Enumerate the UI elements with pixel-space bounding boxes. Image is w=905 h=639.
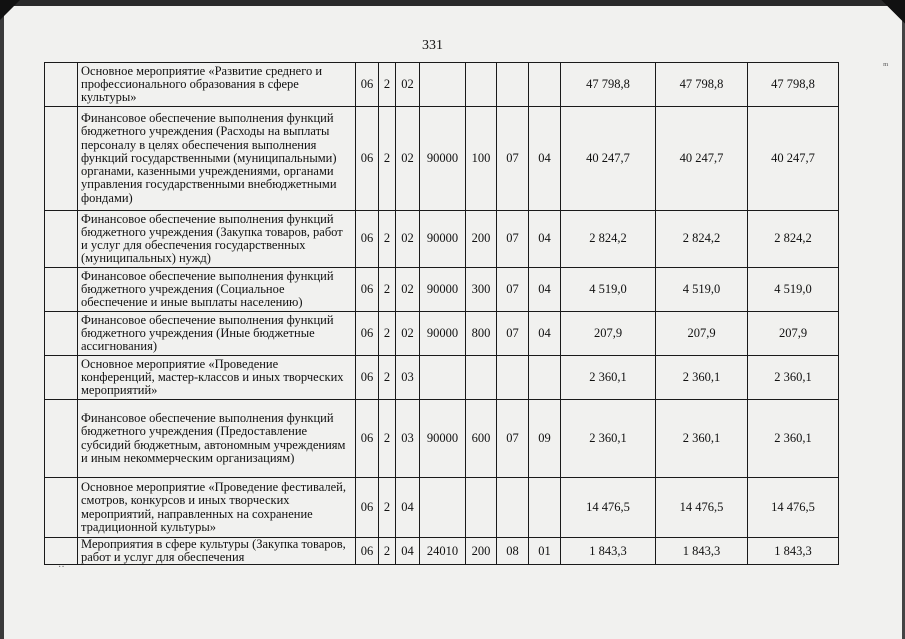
code-expense-type-cell [466, 63, 497, 107]
code-expense-type-cell: 200 [466, 538, 497, 565]
code-subprogram-cell: 2 [379, 538, 396, 565]
code-gp-cell: 06 [356, 356, 379, 400]
code-direction-cell: 90000 [420, 268, 466, 312]
scan-corner-shadow [0, 0, 22, 22]
row-number-cell [45, 478, 78, 538]
item-name-cell: Основное мероприятие «Проведение конференций, мастер-классов и иных творческих мероприятий» [78, 356, 356, 400]
code-section-cell: 07 [497, 211, 529, 268]
code-section-cell [497, 63, 529, 107]
code-gp-cell: 06 [356, 107, 379, 211]
item-name-cell: Финансовое обеспечение выполнения функций бюджетного учреждения (Закупка товаров, работ и услуг для обеспечения государственных (муниципальных) нужд) [78, 211, 356, 268]
code-direction-cell: 90000 [420, 400, 466, 478]
amount-year-2-cell: 2 824,2 [656, 211, 748, 268]
row-number-cell [45, 312, 78, 356]
code-subsection-cell [529, 356, 561, 400]
code-expense-type-cell: 600 [466, 400, 497, 478]
row-number-cell [45, 211, 78, 268]
page-number: 331 [422, 38, 443, 53]
amount-year-2-cell: 1 843,3 [656, 538, 748, 565]
code-direction-cell: 90000 [420, 107, 466, 211]
table-row [45, 107, 839, 211]
code-section-cell: 07 [497, 107, 529, 211]
amount-year-3-cell: 2 360,1 [748, 356, 839, 400]
item-name-cell: Основное мероприятие «Проведение фестивалей, смотров, конкурсов и иных творческих мероприятий, направленных на сохранение традиционной культуры» [78, 478, 356, 538]
amount-year-1-cell: 2 360,1 [561, 400, 656, 478]
code-direction-cell [420, 63, 466, 107]
code-event-cell: 02 [396, 312, 420, 356]
code-event-cell: 02 [396, 268, 420, 312]
table-row [45, 400, 839, 478]
amount-year-1-cell: 4 519,0 [561, 268, 656, 312]
table-row [45, 356, 839, 400]
amount-year-1-cell: 207,9 [561, 312, 656, 356]
amount-year-3-cell: 4 519,0 [748, 268, 839, 312]
code-event-cell: 03 [396, 400, 420, 478]
code-gp-cell: 06 [356, 478, 379, 538]
scan-corner-shadow [879, 0, 905, 26]
item-name-cell: Финансовое обеспечение выполнения функций бюджетного учреждения (Иные бюджетные ассигнования) [78, 312, 356, 356]
code-direction-cell [420, 478, 466, 538]
code-subsection-cell: 04 [529, 211, 561, 268]
table-row [45, 312, 839, 356]
amount-year-2-cell: 207,9 [656, 312, 748, 356]
item-name-cell: Финансовое обеспечение выполнения функций бюджетного учреждения (Социальное обеспечение и иные выплаты населению) [78, 268, 356, 312]
code-event-cell: 03 [396, 356, 420, 400]
amount-year-2-cell: 2 360,1 [656, 400, 748, 478]
code-gp-cell: 06 [356, 268, 379, 312]
code-subprogram-cell: 2 [379, 478, 396, 538]
table-row [45, 211, 839, 268]
amount-year-1-cell: 2 360,1 [561, 356, 656, 400]
row-number-cell [45, 63, 78, 107]
code-expense-type-cell: 300 [466, 268, 497, 312]
row-number-cell [45, 268, 78, 312]
amount-year-1-cell: 1 843,3 [561, 538, 656, 565]
amount-year-2-cell: 4 519,0 [656, 268, 748, 312]
amount-year-3-cell: 14 476,5 [748, 478, 839, 538]
code-section-cell [497, 356, 529, 400]
code-subsection-cell: 04 [529, 312, 561, 356]
amount-year-1-cell: 14 476,5 [561, 478, 656, 538]
scan-border-top [0, 0, 905, 6]
code-subprogram-cell: 2 [379, 211, 396, 268]
scan-artifact: ·· [58, 562, 65, 573]
code-subsection-cell: 09 [529, 400, 561, 478]
code-direction-cell [420, 356, 466, 400]
code-subprogram-cell: 2 [379, 107, 396, 211]
code-section-cell [497, 478, 529, 538]
table-body [45, 63, 839, 565]
code-subsection-cell [529, 63, 561, 107]
code-event-cell: 02 [396, 211, 420, 268]
code-subprogram-cell: 2 [379, 63, 396, 107]
code-gp-cell: 06 [356, 312, 379, 356]
code-event-cell: 02 [396, 107, 420, 211]
item-name-cell: Основное мероприятие «Развитие среднего и профессионального образования в сфере культуры» [78, 63, 356, 107]
code-section-cell: 07 [497, 312, 529, 356]
code-subsection-cell: 01 [529, 538, 561, 565]
item-name-cell: Финансовое обеспечение выполнения функций бюджетного учреждения (Предоставление субсидий бюджетным, автономным учреждениям и иным некоммерческим организациям) [78, 400, 356, 478]
amount-year-1-cell: 47 798,8 [561, 63, 656, 107]
code-subsection-cell: 04 [529, 268, 561, 312]
code-section-cell: 08 [497, 538, 529, 565]
code-expense-type-cell [466, 356, 497, 400]
code-expense-type-cell: 800 [466, 312, 497, 356]
code-gp-cell: 06 [356, 211, 379, 268]
table-row [45, 63, 839, 107]
code-expense-type-cell: 200 [466, 211, 497, 268]
code-event-cell: 02 [396, 63, 420, 107]
code-gp-cell: 06 [356, 63, 379, 107]
amount-year-3-cell: 2 360,1 [748, 400, 839, 478]
code-section-cell: 07 [497, 268, 529, 312]
table-row [45, 478, 839, 538]
code-subprogram-cell: 2 [379, 312, 396, 356]
scan-artifact: ᵐ [883, 60, 889, 72]
amount-year-3-cell: 2 824,2 [748, 211, 839, 268]
budget-table [44, 62, 839, 565]
amount-year-3-cell: 1 843,3 [748, 538, 839, 565]
amount-year-3-cell: 207,9 [748, 312, 839, 356]
code-event-cell: 04 [396, 478, 420, 538]
code-direction-cell: 90000 [420, 312, 466, 356]
code-gp-cell: 06 [356, 538, 379, 565]
item-name-cell: Мероприятия в сфере культуры (Закупка товаров, работ и услуг для обеспечения [78, 538, 356, 565]
table-row [45, 538, 839, 565]
code-subsection-cell: 04 [529, 107, 561, 211]
table-row [45, 268, 839, 312]
code-subsection-cell [529, 478, 561, 538]
amount-year-1-cell: 2 824,2 [561, 211, 656, 268]
code-direction-cell: 24010 [420, 538, 466, 565]
row-number-cell [45, 400, 78, 478]
code-gp-cell: 06 [356, 400, 379, 478]
row-number-cell [45, 538, 78, 565]
row-number-cell [45, 107, 78, 211]
code-subprogram-cell: 2 [379, 400, 396, 478]
amount-year-2-cell: 14 476,5 [656, 478, 748, 538]
code-expense-type-cell [466, 478, 497, 538]
code-subprogram-cell: 2 [379, 356, 396, 400]
code-section-cell: 07 [497, 400, 529, 478]
amount-year-2-cell: 47 798,8 [656, 63, 748, 107]
amount-year-2-cell: 40 247,7 [656, 107, 748, 211]
code-direction-cell: 90000 [420, 211, 466, 268]
item-name-cell: Финансовое обеспечение выполнения функций бюджетного учреждения (Расходы на выплаты персоналу в целях обеспечения выполнения функций государственными (муниципальными) органами, казенными учреждениями, органами управления государственными внебюджетными фондами) [78, 107, 356, 211]
code-event-cell: 04 [396, 538, 420, 565]
amount-year-3-cell: 47 798,8 [748, 63, 839, 107]
amount-year-3-cell: 40 247,7 [748, 107, 839, 211]
amount-year-1-cell: 40 247,7 [561, 107, 656, 211]
amount-year-2-cell: 2 360,1 [656, 356, 748, 400]
scan-border-left [0, 0, 4, 639]
code-subprogram-cell: 2 [379, 268, 396, 312]
row-number-cell [45, 356, 78, 400]
code-expense-type-cell: 100 [466, 107, 497, 211]
